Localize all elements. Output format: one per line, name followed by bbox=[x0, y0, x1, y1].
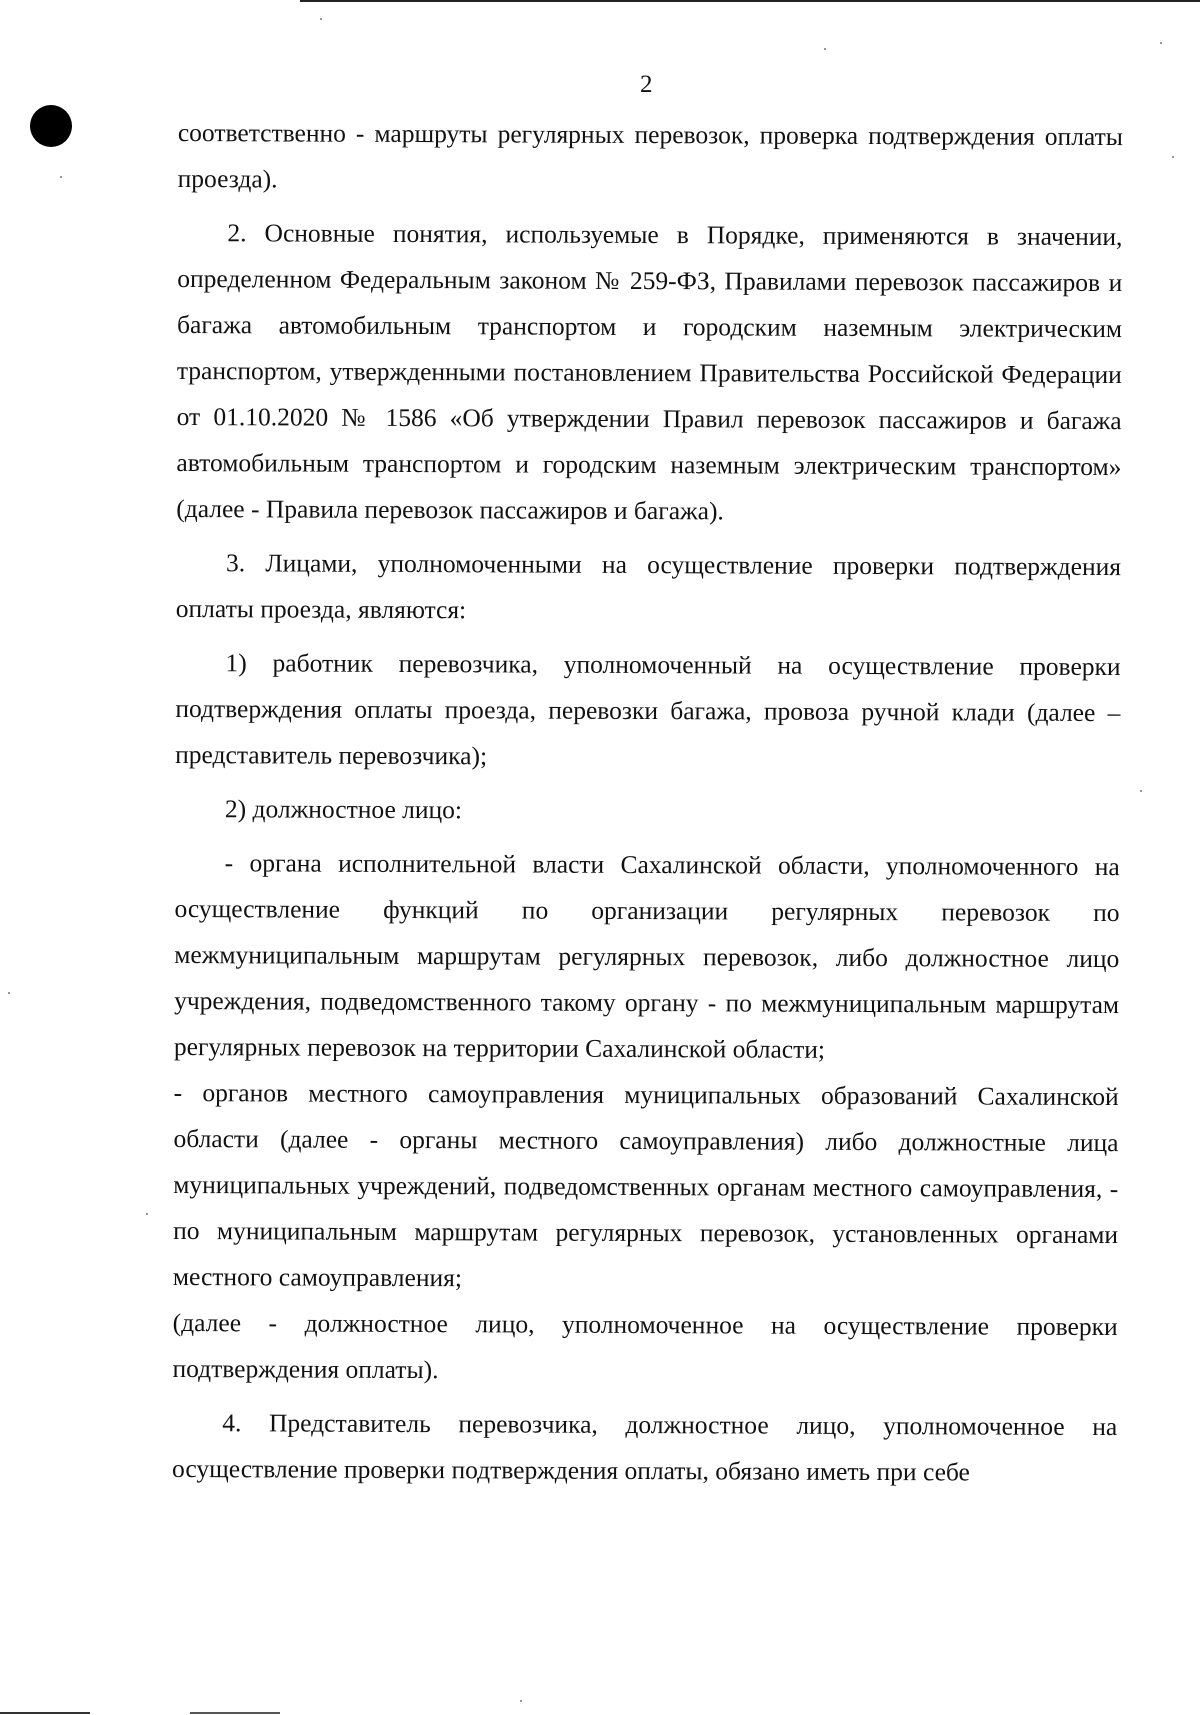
scan-speck bbox=[8, 992, 10, 994]
scan-speck bbox=[60, 176, 62, 178]
scan-speck bbox=[1160, 42, 1162, 44]
document-body bbox=[172, 110, 1123, 1504]
punch-hole-mark bbox=[30, 105, 72, 147]
list-subitem-local-government: - органов местного самоуправления муниципальных образований Сахалинской области (далее - органы местного самоуправления) либо должностные лица муниципальных учреждений, подведомственных органам местного самоуправления, - по муниципальным маршрутам регулярных перевозок, установленных органами местного самоуправления; bbox=[172, 1077, 1119, 1293]
paragraph-3-authorized-persons: 3. Лицами, уполномоченными на осуществление проверки подтверждения оплаты проезда, являются: bbox=[175, 548, 1122, 625]
scan-speck bbox=[146, 1213, 148, 1215]
scan-bottom-edge-line bbox=[190, 1712, 280, 1714]
scan-speck bbox=[320, 18, 322, 20]
list-subitem-regional-authority: - органа исполнительной власти Сахалинской области, уполномоченного на осуществление функций по организации регулярных перевозок по межмуниципальным маршрутам регулярных перевозок, либо должностное лицо учреждения, подведомственного такому органу - по межмуниципальным маршрутам регулярных перевозок на территории Сахалинской области; bbox=[173, 848, 1120, 1064]
scan-bottom-edge-line bbox=[0, 1712, 90, 1714]
paragraph-official-definition: (далее - должностное лицо, уполномоченное на осуществление проверки подтверждения оплаты). bbox=[172, 1307, 1118, 1385]
list-item-1-carrier-employee: 1) работник перевозчика, уполномоченный на осуществление проверки подтверждения оплаты проезда, перевозки багажа, провоза ручной клади (далее – представитель перевозчика); bbox=[175, 648, 1121, 771]
paragraph-continuation: соответственно - маршруты регулярных перевозок, проверка подтверждения оплаты проезда). bbox=[177, 117, 1123, 194]
scan-top-edge-line bbox=[300, 0, 1200, 2]
paragraph-2-definitions: 2. Основные понятия, используемые в Порядке, применяются в значении, определенном Федеральным законом № 259-ФЗ, Правилами перевозок пассажиров и багажа автомобильным транспортом и городским наземным электрическим транспортом, утвержденными постановлением Правительства Российской Федерации от 01.10.2020 № 1586 «Об утверждении Правил перевозок пассажиров и багажа автомобильным транспортом и городским наземным электрическим транспортом» (далее - Правила перевозок пассажиров и багажа). bbox=[176, 218, 1123, 526]
scan-speck bbox=[520, 1700, 522, 1702]
paragraph-4-obligations: 4. Представитель перевозчика, должностное лицо, уполномоченное на осуществление проверки подтверждения оплаты, обязано иметь при себе bbox=[172, 1408, 1118, 1487]
scan-speck bbox=[1140, 790, 1142, 792]
scan-speck bbox=[824, 48, 826, 50]
page-number: 2 bbox=[640, 71, 653, 98]
scan-speck bbox=[1172, 156, 1174, 158]
list-item-2-official: 2) должностное лицо: bbox=[224, 794, 463, 825]
